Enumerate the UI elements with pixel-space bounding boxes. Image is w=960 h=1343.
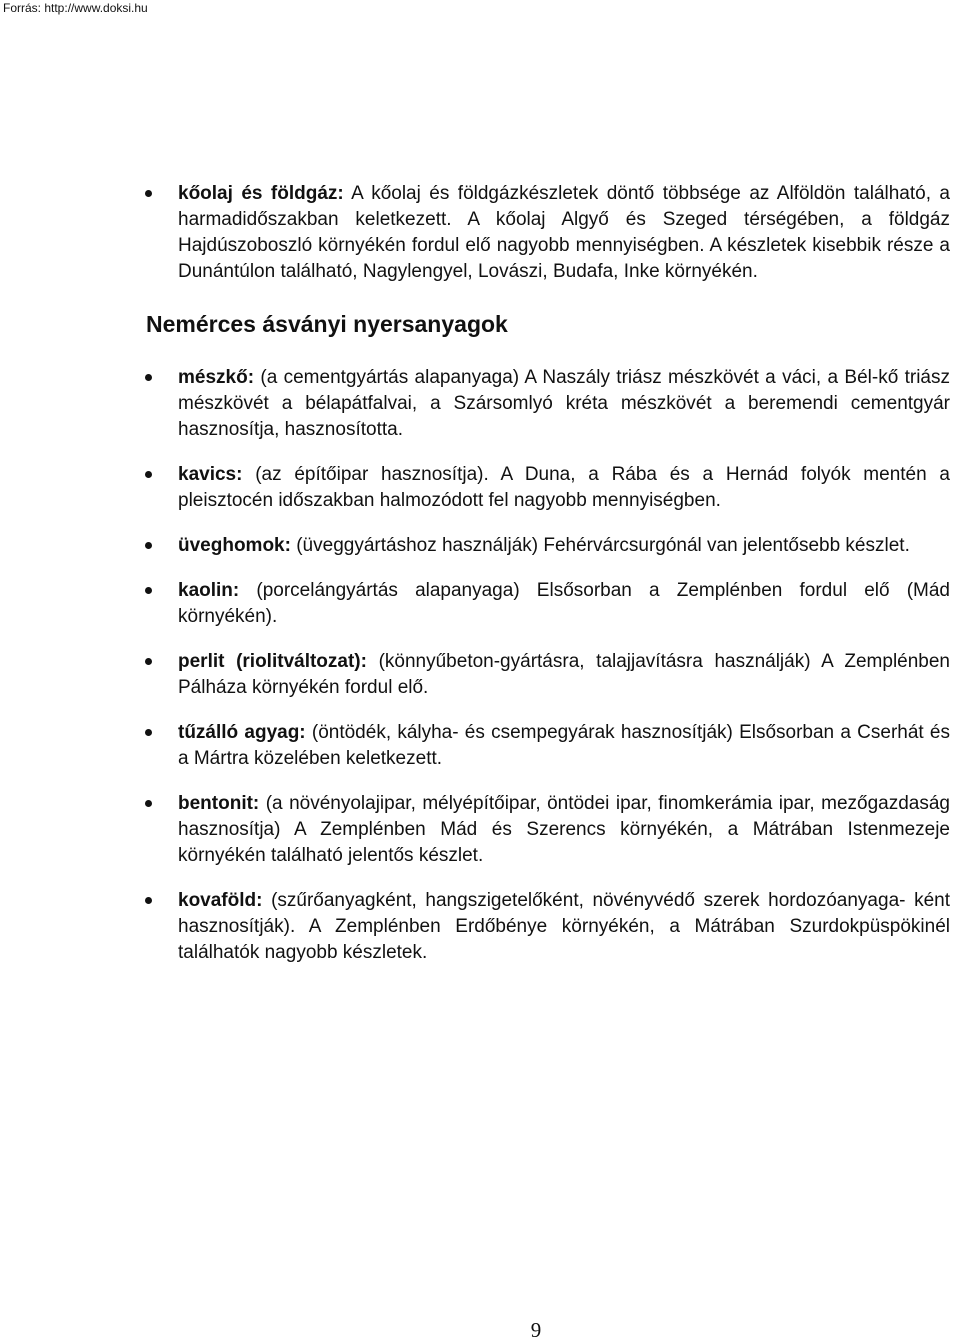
list-item-text: (a növényolajipar, mélyépítőipar, öntödei ipar, finomkerámia ipar, mezőgazdaság hasznosítja) A Zemplénben Mád és Szerencs környékén, a Mátrában Istenmezeje környékén található jelentős készlet. (178, 793, 950, 866)
list-item-term: kaolin: (178, 580, 240, 601)
list-item (178, 791, 950, 869)
list-item (178, 649, 950, 701)
list-item (178, 888, 950, 966)
list-item-text: (porcelángyártás alapanyaga) Elsősorban a Zemplénben fordul elő (Mád környékén). (178, 580, 950, 627)
list-item-term: üveghomok: (178, 535, 291, 556)
list-item-text: A kőolaj és földgázkészletek döntő többsége az Alföldön található, a harmadidőszakban keletkezett. A kőolaj Algyő és Szeged térségében, a földgáz Hajdúszoboszló környékén fordul elő nagyobb mennyiségben. A készletek kisebbik része a Dunántúlon található, Nagylengyel, Lovászi, Budafa, Inke környékén. (178, 183, 950, 282)
list-item-term: mészkő: (178, 367, 255, 388)
source-url: Forrás: http://www.doksi.hu (3, 1, 148, 15)
list-item-text: (szűrőanyagként, hangszigetelőként, növényvédő szerek hordozóanyaga- ként hasznosítják). A Zemplénben Erdőbénye környékén, a Mátrában Szurdokpüspökinél találhatók nagyobb készletek. (178, 890, 950, 963)
list-item-term: perlit (riolitváltozat): (178, 651, 367, 672)
page-number: 9 (530, 1318, 542, 1342)
petroleum-list (178, 181, 950, 285)
list-item-term: kavics: (178, 464, 243, 485)
page-content (146, 181, 950, 966)
list-item (178, 720, 950, 772)
list-item-text: (könnyűbeton-gyártásra, talajjavításra használják) A Zemplénben Pálháza környékén fordul elő. (178, 651, 950, 698)
list-item-term: kőolaj és földgáz: (178, 183, 344, 204)
list-item (178, 365, 950, 443)
list-item-text: (az építőipar hasznosítja). A Duna, a Rába és a Hernád folyók mentén a pleisztocén időszakban halmozódott fel nagyobb mennyiségben. (178, 464, 950, 511)
list-item-term: bentonit: (178, 793, 260, 814)
list-item-text: (a cementgyártás alapanyaga) A Naszály triász mészkövét a váci, a Bél-kő triász mészkövét a bélapátfalvai, a Szársomlyó kréta mészkövét a beremendi cementgyár hasznosítja, hasznosította. (178, 367, 950, 440)
list-item-term: tűzálló agyag: (178, 722, 306, 743)
minerals-list (178, 365, 950, 966)
list-item (178, 533, 950, 559)
section-heading: Nemérces ásványi nyersanyagok (146, 311, 508, 337)
list-item (178, 181, 950, 285)
list-item-text: (üveggyártáshoz használják) Fehérvárcsurgónál van jelentősebb készlet. (290, 535, 910, 556)
list-item-text: (öntödék, kályha- és csempegyárak hasznosítják) Elsősorban a Cserhát és a Mártra közelében keletkezett. (178, 722, 950, 769)
list-item (178, 578, 950, 630)
list-item-term: kovaföld: (178, 890, 263, 911)
list-item (178, 462, 950, 514)
